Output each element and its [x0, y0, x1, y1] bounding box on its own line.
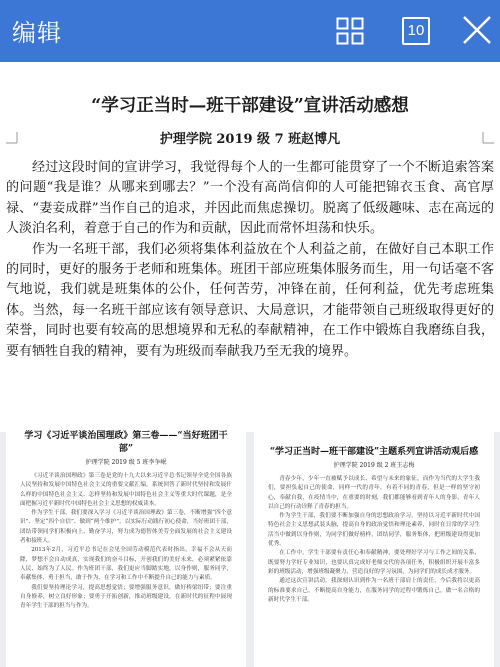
thumbnail-subtitle: 护理学院 2019 级 5 班李争岷 — [85, 459, 167, 466]
thumbnail-paragraph: 2013年2月，习近平总书记在会见全国劳动模范代表时指出，幸福不会从天而降，梦想不会自动成真，实现我们的奋斗目标，开创我们的美好未来，必须紧紧依靠人民、始终为了人民。作为班团干部，我们更应当脚踏实地，以身作则，服务同学，奉献集体，勇于担当，敢于作为，在学习和工作中不断提升自己的能力与素质。 — [20, 547, 232, 582]
thumbnail-title: “学习正当时—班干部建设”主题系列宣讲活动观后感 — [269, 447, 479, 457]
document-body — [6, 158, 494, 362]
thumbnail-body — [20, 472, 232, 611]
body-paragraph: 经过这段时间的宣讲学习，我觉得每个人的一生都可能贯穿了一个不断追索答案的问题“我是谁？从哪来到哪去？”一个没有高尚信仰的人可能把锦衣玉食、高官厚禄、“妻妾成群”当作自己的追求，并因此而焦虑操切。脱离了低级趣味、志在高远的人淡泊名利，着意于自己的作为和贡献，因此而常怀坦荡和快乐。 — [6, 160, 494, 237]
page-count-button[interactable]: 10 — [402, 17, 430, 45]
body-paragraph: 作为一名班干部，我们必须将集体利益放在个人利益之前，在做好自己本职工作的同时，更好的服务于老师和班集体。班团干部应班集体服务而生，用一句话毫不客气地说，我们就是班集体的公仆，任何苦劳，冲锋在前，任何利益，优先考虑班集体。当然，每一名班干部应该有领导意识、大局意识，才能带领自己班级取得更好的荣誉，同时也要有较高的思想境界和无私的奉献精神，在工作中锻炼自我磨练自我，要有牺牲自我的精神，要有为班级而奉献我乃至无我的境界。 — [6, 241, 494, 359]
thumbnail-paragraph: 青春少年，少年一直被赋予以成长、希望与未来的象征，而作为当代的大学生我们，要担负起自己的使命，同样一代的青年，有着不同的青春，但是一样的坚守初心，奉献自我，在疫情当中，在重要的时刻，我们都能够看到青年人的身影，青年人以自己的行动诠释了青春的担当。 — [268, 476, 480, 510]
grid-icon[interactable] — [336, 17, 364, 45]
thumbnail-paragraph: 作为学生干部，我们要不断加强自身的思想政治学习，坚持以习近平新时代中国特色社会主义思想武装头脑，提高自身的政治觉悟和理论素养，同时在日常的学习生活当中做到以身作则，为同学们做好榜样，团结同学，服务集体，把班级建设得更加优秀。 — [268, 513, 480, 548]
thumbnail-paragraph: 作为学生干部，我们要深入学习《习近平谈治国理政》第三卷，不断增强“四个意识”、坚定“四个自信”、做到“两个维护”，以实际行动践行初心使命，当好班团干部，团结带领同学们积极向上、勤奋学习，努力成为德智体美劳全面发展的社会主义建设者和接班人。 — [20, 510, 232, 545]
thumbnail-paragraph: 《习近平谈治国理政》第三卷是党的十九大以来习近平总书记领导全党全国各族人民坚持和发展中国特色社会主义的重要文献汇编，系统回答了新时代坚持和发展什么样的中国特色社会主义、怎样坚持和发展中国特色社会主义等重大时代课题，是全面把握习近平新时代中国特色社会主义思想的权威读本。 — [20, 473, 232, 507]
thumbnail-body — [268, 475, 480, 605]
top-toolbar — [0, 0, 500, 62]
page-thumbnail[interactable] — [6, 416, 246, 667]
thumbnail-title: 学习《习近平谈治国理政》第三卷——“当好班团干部” — [24, 431, 228, 454]
edit-button[interactable]: 编辑 — [12, 19, 62, 47]
thumbnail-paragraph: 在工作中，学生干部要有责任心和奉献精神，要处理好学习与工作之间的关系，既要努力学好专业知识，也要认真完成好老师交代的各项任务，积极组织开展丰富多彩的班级活动，增强班级凝聚力，营造良好的学习氛围，为同学们的成长成才服务。 — [268, 550, 480, 575]
thumbnail-paragraph: 通过这次宣讲活动，我深刻认识到作为一名班干部肩上的责任，今后我将以更高的标准要求自己，不断提高自身能力，在服务同学的过程中锻炼自己，做一名合格的新时代学生干部。 — [268, 578, 480, 603]
document-title: “学习正当时—班干部建设”宣讲活动感想 — [91, 96, 409, 116]
thumbnail-subtitle: 护理学院 2019 级 2 班王志梅 — [333, 462, 415, 469]
document-subtitle: 护理学院 2019 级 7 班赵博凡 — [159, 132, 341, 147]
close-icon[interactable] — [462, 15, 492, 45]
thumbnail-paragraph: 我们要坚持理论学习，提高思想觉悟；要增强服务意识，做好桥梁纽带；要注重自身修养，树立良好形象；要勇于开拓创新，推动班级建设，在新时代的征程中展现青年学生干部的担当与作为。 — [20, 584, 232, 610]
page-thumbnail[interactable] — [254, 416, 494, 667]
